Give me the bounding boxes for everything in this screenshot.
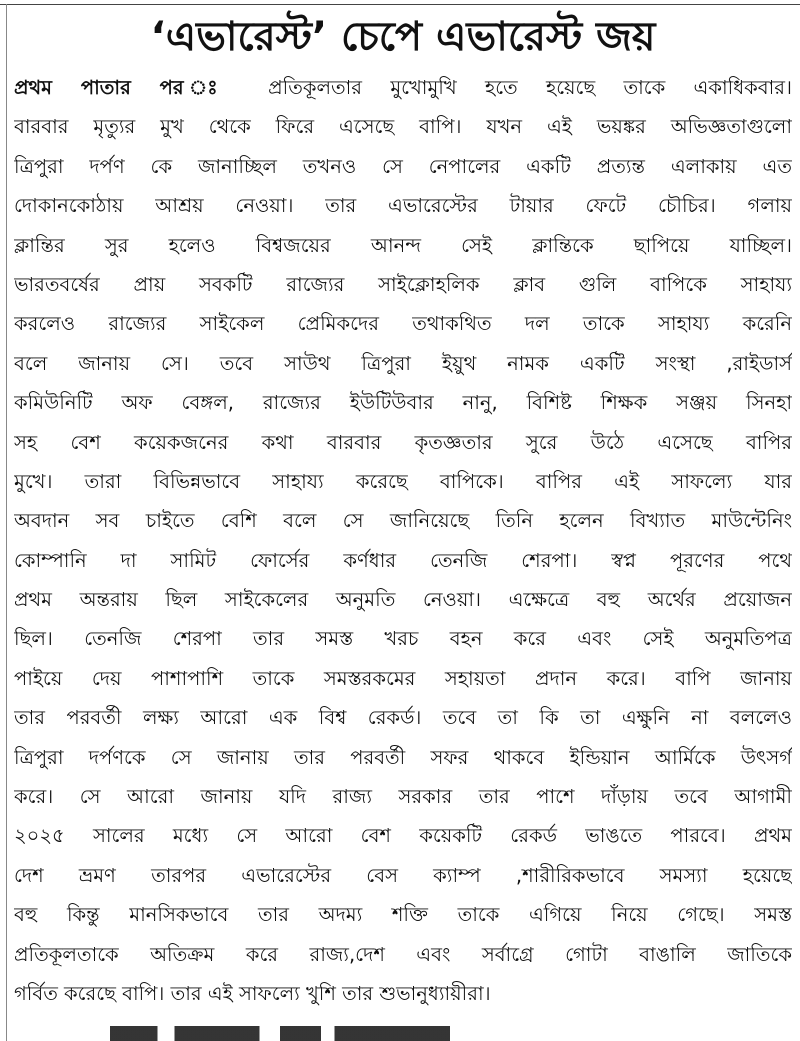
article-line-19: করে। সে আরো জানায় যদি রাজ্য সরকার তার পাশে দাঁড়ায় তবে আগামী — [14, 785, 792, 809]
article-line-5: ক্লান্তির সুর হলেও বিশ্বজয়ের আনন্দ সেই ক্লান্তিকে ছাপিয়ে যাচ্ছিল। — [14, 233, 792, 257]
article-line-17: তার পরবর্তী লক্ষ্য আরো এক বিশ্ব রেকর্ড। তবে তা কি তা এক্ষুনি না বললেও — [14, 706, 792, 730]
article-line-16: পাইয়ে দেয় পাশাপাশি তাকে সমস্তরকমের সহায়তা প্রদান করে। বাপি জানায় — [14, 666, 792, 690]
article-line-20: ২০২৫ সালের মধ্যে সে আরো বেশ কয়েকটি রেকর্ড ভাঙতে পারবে। প্রথম — [14, 824, 792, 848]
article-line-6: ভারতবর্ষের প্রায় সবকটি রাজ্যের সাইক্লোহলিক ক্লাব গুলি বাপিকে সাহায্য — [14, 272, 792, 296]
article-body — [14, 68, 792, 1013]
next-article-headline-cropped — [110, 1026, 450, 1041]
news-article — [14, 6, 792, 1013]
continuation-label: প্রথম পাতার পর ঃ — [14, 76, 240, 99]
article-headline: ‘এভারেস্ট’ চেপে এভারেস্ট জয় — [150, 14, 656, 60]
article-line-22: বহু কিন্তু মানসিকভাবে তার অদম্য শক্তি তাকে এগিয়ে নিয়ে গেছে। সমস্ত — [14, 903, 792, 927]
article-line-21: দেশ ভ্রমণ তারপর এভারেস্টের বেস ক্যাম্প ,শারীরিকভাবে সমস্যা হয়েছে — [14, 863, 792, 887]
article-line-13: কোম্পানি দা সামিট ফোর্সের কর্ণধার তেনজি শেরপা। স্বপ্ন পূরণের পথে — [14, 548, 792, 572]
article-line-1 — [14, 68, 792, 107]
article-line-10: সহ বেশ কয়েকজনের কথা বারবার কৃতজ্ঞতার সুরে উঠে এসেছে বাপির — [14, 430, 792, 454]
article-line-24: গর্বিত করেছে বাপি। তার এই সাফল্যে খুশি তার শুভানুধ্যায়ীরা। — [14, 981, 491, 1005]
article-line-11: মুখে। তারা বিভিন্নভাবে সাহায্য করেছে বাপিকে। বাপির এই সাফল্যে যার — [14, 469, 792, 493]
article-line-12: অবদান সব চাইতে বেশি বলে সে জানিয়েছে তিনি হলেন বিখ্যাত মাউন্টেনিং — [14, 509, 792, 533]
article-line-7: করলেও রাজ্যের সাইকেল প্রেমিকদের তথাকথিত দল তাকে সাহায্য করেনি — [14, 312, 792, 336]
article-line-9: কমিউনিটি অফ বেঙ্গল, রাজ্যের ইউটিউবার নানু, বিশিষ্ট শিক্ষক সঞ্জয় সিনহা — [14, 391, 792, 415]
article-line-3: ত্রিপুরা দর্পণ কে জানাচ্ছিল তখনও সে নেপালের একটি প্রত্যন্ত এলাকায় এত — [14, 154, 792, 178]
article-line-18: ত্রিপুরা দর্পণকে সে জানায় তার পরবর্তী সফর থাকবে ইন্ডিয়ান আর্মিকে উৎসর্গ — [14, 745, 792, 769]
article-line-15: ছিল। তেনজি শেরপা তার সমস্ত খরচ বহন করে এবং সেই অনুমতিপত্র — [14, 627, 792, 651]
article-line-8: বলে জানায় সে। তবে সাউথ ত্রিপুরা ইয়ুথ নামক একটি সংস্থা ,রাইডার্স — [14, 351, 792, 375]
top-rule — [0, 4, 800, 5]
article-line-1-text: প্রতিকূলতার মুখোমুখি হতে হয়েছে তাকে একাধিকবার। — [239, 76, 792, 99]
article-line-2: বারবার মৃত্যুর মুখ থেকে ফিরে এসেছে বাপি। যখন এই ভয়ঙ্কর অভিজ্ঞতাগুলো — [14, 115, 792, 139]
column-rule — [6, 4, 7, 1041]
article-line-4: দোকানকোঠায় আশ্রয় নেওয়া। তার এভারেস্টের টায়ার ফেটে চৌচির। গলায় — [14, 194, 792, 218]
article-line-14: প্রথম অন্তরায় ছিল সাইকেলের অনুমতি নেওয়া। এক্ষেত্রে বহু অর্থের প্রয়োজন — [14, 588, 792, 612]
article-line-23: প্রতিকূলতাকে অতিক্রম করে রাজ্য,দেশ এবং সর্বাগ্রে গোটা বাঙালি জাতিকে — [14, 942, 792, 966]
